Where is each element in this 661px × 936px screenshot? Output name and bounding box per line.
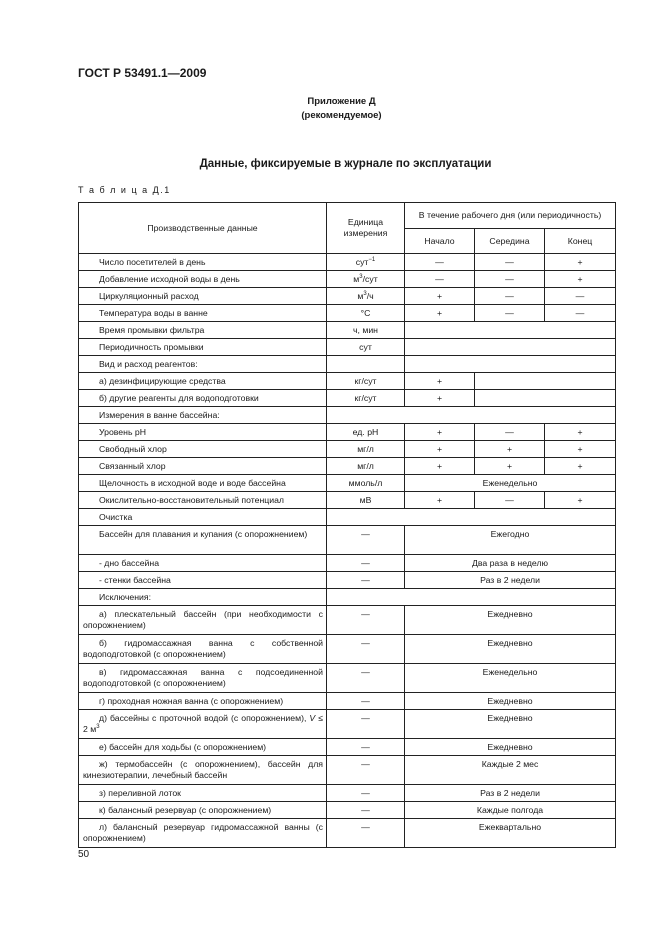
row-name: Связанный хлор — [79, 458, 327, 475]
row-unit: мВ — [327, 492, 405, 509]
table-row — [79, 710, 616, 739]
row-name: к) балансный резервуар (с опорожнением) — [79, 802, 327, 819]
row-unit: — — [327, 606, 405, 635]
table-row — [79, 555, 616, 572]
table-row — [79, 526, 616, 555]
table-row — [79, 356, 616, 373]
row-period: Раз в 2 недели — [405, 572, 616, 589]
table-row — [79, 475, 616, 492]
row-unit: — — [327, 693, 405, 710]
table-row — [79, 373, 616, 390]
table-row — [79, 339, 616, 356]
row-unit: — — [327, 664, 405, 693]
row-middle: — — [475, 288, 545, 305]
row-unit: — — [327, 635, 405, 664]
row-end: + — [545, 254, 616, 271]
table-row — [79, 254, 616, 271]
row-name: е) бассейн для ходьбы (с опорожнением) — [79, 739, 327, 756]
row-middle: — — [475, 424, 545, 441]
appendix-heading — [0, 95, 661, 123]
table-row — [79, 509, 616, 526]
row-start: + — [405, 373, 475, 390]
row-period — [405, 339, 616, 356]
row-name: Свободный хлор — [79, 441, 327, 458]
row-name: Исключения: — [79, 589, 327, 606]
table-row — [79, 288, 616, 305]
header-middle: Середина — [475, 229, 545, 254]
row-period — [405, 322, 616, 339]
row-middle: — — [475, 254, 545, 271]
table-header-row — [79, 203, 616, 229]
row-name: Бассейн для плавания и купания (с опорожнением) — [79, 526, 327, 555]
table-caption: Т а б л и ц а Д.1 — [78, 185, 171, 195]
row-unit: ммоль/л — [327, 475, 405, 492]
row-start: + — [405, 492, 475, 509]
row-name: д) бассейны с проточной водой (с опорожнением), V ≤ 2 $м^3$ — [79, 710, 327, 739]
row-period — [327, 509, 616, 526]
row-name: Окислительно-восстановительный потенциал — [79, 492, 327, 509]
table-row — [79, 802, 616, 819]
row-name: Очистка — [79, 509, 327, 526]
header-unit: Единица измерения — [327, 203, 405, 254]
table-row — [79, 458, 616, 475]
row-end: + — [545, 492, 616, 509]
table-row — [79, 271, 616, 288]
row-period: Ежедневно — [405, 710, 616, 739]
row-unit: — — [327, 819, 405, 848]
row-name: б) другие реагенты для водоподготовки — [79, 390, 327, 407]
row-period — [327, 407, 616, 424]
row-name: Уровень pH — [79, 424, 327, 441]
row-middle: — — [475, 492, 545, 509]
table-row — [79, 756, 616, 785]
row-rest — [475, 390, 616, 407]
appendix-kind: (рекомендуемое) — [301, 110, 382, 121]
row-name: Периодичность промывки — [79, 339, 327, 356]
table-row — [79, 589, 616, 606]
row-rest — [475, 373, 616, 390]
table-row — [79, 785, 616, 802]
row-period: Раз в 2 недели — [405, 785, 616, 802]
row-start: + — [405, 458, 475, 475]
table-row — [79, 572, 616, 589]
row-name: ж) термобассейн (с опорожнением), бассейн для кинезиотерапии, лечебный бассейн — [79, 756, 327, 785]
row-name: г) проходная ножная ванна (с опорожнением) — [79, 693, 327, 710]
appendix-name: Приложение Д — [307, 96, 376, 107]
row-unit — [327, 356, 405, 373]
table-row — [79, 635, 616, 664]
row-unit: — — [327, 756, 405, 785]
row-start: + — [405, 305, 475, 322]
row-unit: — — [327, 802, 405, 819]
row-name: а) дезинфицирующие средства — [79, 373, 327, 390]
row-start: + — [405, 390, 475, 407]
row-middle: — — [475, 305, 545, 322]
table-row — [79, 664, 616, 693]
row-unit: мг/л — [327, 441, 405, 458]
row-period: Ежегодно — [405, 526, 616, 555]
row-unit: ед. pH — [327, 424, 405, 441]
row-name: Щелочность в исходной воде и воде бассейна — [79, 475, 327, 492]
header-end: Конец — [545, 229, 616, 254]
row-unit: кг/сут — [327, 373, 405, 390]
row-period: Еженедельно — [405, 475, 616, 492]
row-unit: $м^3/ч$ — [327, 288, 405, 305]
row-name: Число посетителей в день — [79, 254, 327, 271]
row-end: + — [545, 458, 616, 475]
header-period: В течение рабочего дня (или периодичность) — [405, 203, 616, 229]
row-unit: — — [327, 785, 405, 802]
row-period: Каждые полгода — [405, 802, 616, 819]
row-unit: — — [327, 739, 405, 756]
row-end: — — [545, 288, 616, 305]
row-unit: — — [327, 710, 405, 739]
row-unit: мг/л — [327, 458, 405, 475]
table-row — [79, 441, 616, 458]
row-end: + — [545, 424, 616, 441]
row-end: — — [545, 305, 616, 322]
table-row — [79, 693, 616, 710]
row-name: з) переливной лоток — [79, 785, 327, 802]
row-unit: — — [327, 555, 405, 572]
row-start: + — [405, 288, 475, 305]
row-middle: + — [475, 458, 545, 475]
table-row — [79, 606, 616, 635]
row-period: Ежедневно — [405, 635, 616, 664]
row-unit: — — [327, 572, 405, 589]
row-period: Два раза в неделю — [405, 555, 616, 572]
row-name: л) балансный резервуар гидромассажной ванны (с опорожнением) — [79, 819, 327, 848]
row-name: а) плескательный бассейн (при необходимости с опорожнением) — [79, 606, 327, 635]
row-unit: сут$^{-1}$ — [327, 254, 405, 271]
table-row — [79, 492, 616, 509]
row-period: Ежедневно — [405, 739, 616, 756]
row-start: + — [405, 441, 475, 458]
row-period — [405, 356, 616, 373]
table-row — [79, 424, 616, 441]
row-end: + — [545, 271, 616, 288]
document-title: Данные, фиксируемые в журнале по эксплуатации — [199, 158, 492, 170]
row-period: Ежеквартально — [405, 819, 616, 848]
row-unit: $м^3$/сут — [327, 271, 405, 288]
row-unit: кг/сут — [327, 390, 405, 407]
row-start: + — [405, 424, 475, 441]
row-period: Еженедельно — [405, 664, 616, 693]
row-middle: + — [475, 441, 545, 458]
row-name: Добавление исходной воды в день — [79, 271, 327, 288]
row-name: б) гидромассажная ванна с собственной водоподготовкой (с опорожнением) — [79, 635, 327, 664]
row-name: - стенки бассейна — [79, 572, 327, 589]
row-period: Ежедневно — [405, 606, 616, 635]
table-row — [79, 407, 616, 424]
row-unit: — — [327, 526, 405, 555]
table-row — [79, 305, 616, 322]
row-middle: — — [475, 271, 545, 288]
row-start: — — [405, 254, 475, 271]
row-unit: сут — [327, 339, 405, 356]
row-name: Циркуляционный расход — [79, 288, 327, 305]
row-start: — — [405, 271, 475, 288]
row-name: в) гидромассажная ванна с подсоединенной водоподготовкой (с опорожнением) — [79, 664, 327, 693]
operation-log-table — [78, 202, 616, 848]
row-name: Вид и расход реагентов: — [79, 356, 327, 373]
table-row — [79, 390, 616, 407]
table-row — [79, 819, 616, 848]
row-period: Ежедневно — [405, 693, 616, 710]
row-unit: ч, мин — [327, 322, 405, 339]
row-name: Время промывки фильтра — [79, 322, 327, 339]
table-row — [79, 322, 616, 339]
table-row — [79, 739, 616, 756]
header-production-data: Производственные данные — [79, 203, 327, 254]
row-end: + — [545, 441, 616, 458]
row-name: Измерения в ванне бассейна: — [79, 407, 327, 424]
header-start: Начало — [405, 229, 475, 254]
row-period — [327, 589, 616, 606]
row-unit: °С — [327, 305, 405, 322]
standard-header: ГОСТ Р 53491.1—2009 — [78, 66, 207, 80]
row-period: Каждые 2 мес — [405, 756, 616, 785]
page-number: 50 — [78, 849, 90, 860]
row-name: Температура воды в ванне — [79, 305, 327, 322]
row-name: - дно бассейна — [79, 555, 327, 572]
